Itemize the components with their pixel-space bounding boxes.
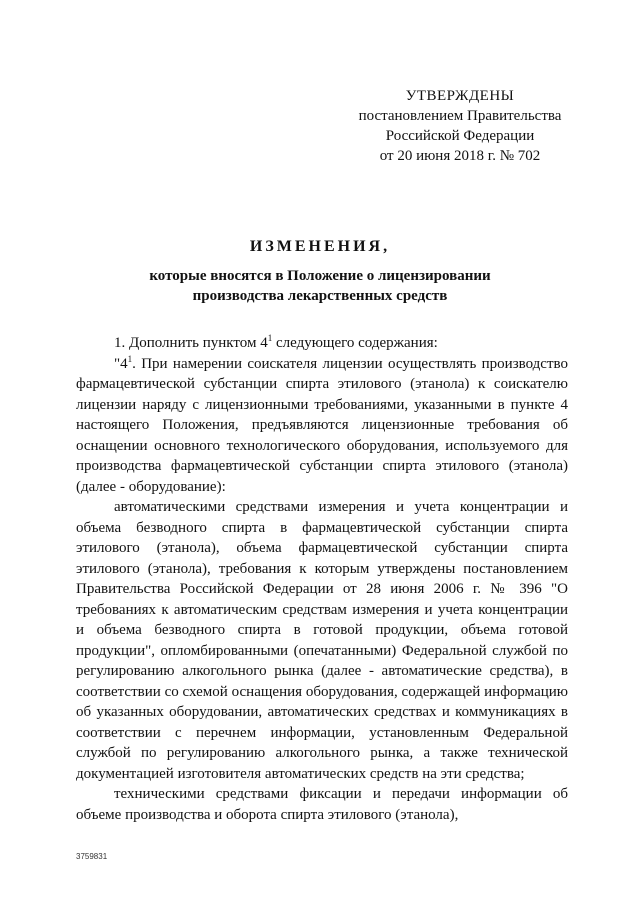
approval-line-1: постановлением Правительства [358,108,562,124]
paragraph-2-text: . При намерении соискателя лицензии осуществлять производство фармацевтической субстанции спирта этилового (этанола) к соискателю лицензии наряду с лицензионными требованиями, указанными в пункте 4 настоящего Положения, предъявляются лицензионные требования об оснащении основного технологического оборудования, используемого для производства фармацевтической субстанции спирта этилового (этанола) (далее - оборудование): [76,355,568,495]
paragraph-1-tail: следующего содержания: [272,335,438,351]
heading-subtitle-line-2: производства лекарственных средств [192,288,448,304]
document-code: 3759831 [76,852,108,861]
paragraph-2 [76,354,568,498]
paragraph-1 [76,333,568,354]
document-heading [60,236,580,306]
paragraph-3: автоматическими средствами измерения и учета концентрации и объема безводного спирта в фармацевтической субстанции спирта этилового (этанола), объема фармацевтической субстанции спирта этилового (этанола), требования к которым утверждены постановлением Правительства Российской Федерации от 28 июня 2006 г. № 396 "О требованиях к автоматическим средствам измерения и учета концентрации и объема безводного спирта в готовой продукции, объема готовой продукции", опломбированными (опечатанными) Федеральной службой по регулированию алкогольного рынка (далее - автоматические средства), в соответствии со схемой оснащения оборудования, содержащей информацию об указанных оборудовании, автоматических средствах и коммуникациях в соответствии с перечнем информации, установленным Федеральной службой по регулированию алкогольного рынка, а также технической документацией изготовителя автоматических средств на эти средства; [76,499,568,782]
paragraph-1-superscript: 1 [267,333,273,343]
approval-title: УТВЕРЖДЕНЫ [405,88,515,104]
paragraph-2-superscript: 1 [127,353,133,364]
approval-line-2: Российской Федерации [385,128,535,144]
approval-line-3: от 20 июня 2018 г. № 702 [379,148,541,164]
paragraph-2-open: "4 [114,355,128,372]
paragraph-4: техническими средствами фиксации и передачи информации об объеме производства и оборота спирта этилового (этанола), [76,786,568,823]
heading-title: ИЗМЕНЕНИЯ, [249,238,391,255]
heading-subtitle [60,266,580,306]
document-body [76,333,568,825]
paragraph-1-text: 1. Дополнить пунктом 4 [114,335,268,351]
heading-subtitle-line-1: которые вносятся в Положение о лицензировании [149,268,491,284]
approval-stamp [340,86,580,166]
